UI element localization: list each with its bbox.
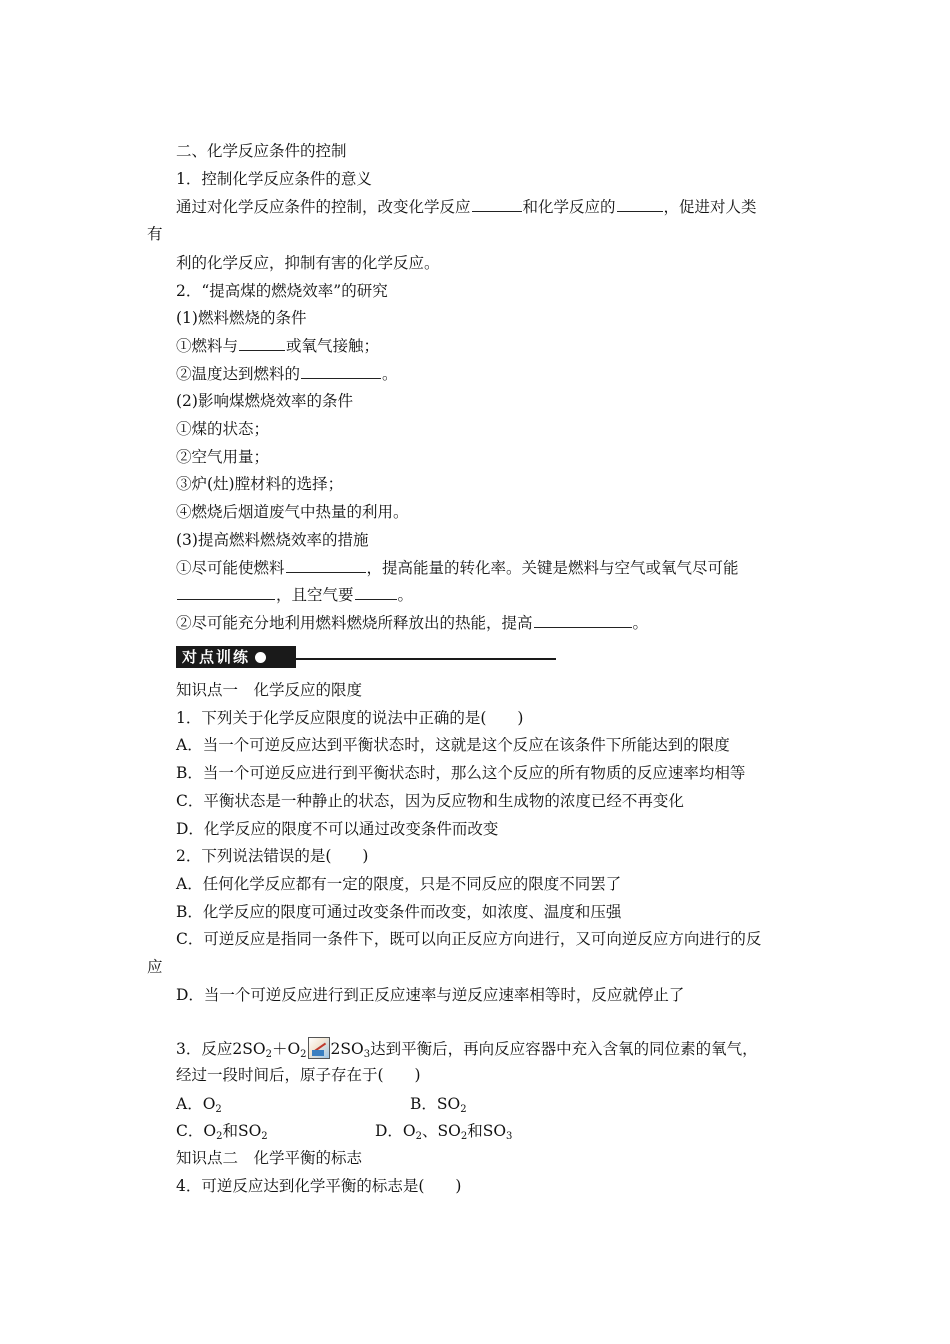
option-row [176,1094,222,1114]
question-4: 4．可逆反应达到化学平衡的标志是( ) [176,1177,462,1195]
list-item: ④燃烧后烟道废气中热量的利用。 [176,503,409,521]
practice-banner: 对点训练 [176,646,296,668]
item-heading: (1)燃料燃烧的条件 [176,309,307,327]
question-2: 2．下列说法错误的是( ) [176,847,369,865]
question-1: 1．下列关于化学反应限度的说法中正确的是( ) [176,709,524,727]
fill-blank [472,197,522,212]
option-d: D．化学反应的限度不可以通过改变条件而改变 [176,820,499,838]
option-c-continued: 应 [147,958,163,976]
subsection-title: 2．“提高煤的燃烧效率”的研究 [176,282,388,300]
question-3: 3．反应$2SO_2+O_2$ $2SO_3$达到平衡后，再向反应容器中充入含氧的同位素的氧气， [176,1037,758,1059]
option-d: D．当一个可逆反应进行到正反应速率与逆反应速率相等时，反应就停止了 [176,986,685,1004]
banner-rule [296,658,556,660]
item-heading: (2)影响煤燃烧效率的条件 [176,392,353,410]
option-c: C．$O_2$和$SO_2$ [176,1122,268,1142]
knowledge-point-title: 知识点一 化学反应的限度 [176,681,363,699]
question-3-continued: 经过一段时间后，原子存在于( ) [176,1066,421,1084]
list-item: ①尽可能使燃料 ，提高能量的转化率。关键是燃料与空气或氧气尽可能 [176,559,739,577]
option-d: D．$O_2$、$SO_2$和$SO_3$ [375,1122,513,1142]
option-a: A．任何化学反应都有一定的限度，只是不同反应的限度不同罢了 [176,875,622,893]
option-c: C．可逆反应是指同一条件下，既可以向正反应方向进行，又可向逆反应方向进行的反 [176,930,762,948]
list-item: ②温度达到燃料的 。 [176,365,398,383]
paragraph-line: 通过对化学反应条件的控制，改变化学反应 和化学反应的 ，促进对人类 [176,198,757,216]
fill-blank [301,364,381,379]
subsection-title: 1．控制化学反应条件的意义 [176,170,372,188]
list-item: ①煤的状态； [176,420,270,438]
fill-blank [355,585,397,600]
reversible-arrow-icon [308,1037,330,1059]
list-item: ，且空气要 。 [176,585,413,605]
section-title: 二、化学反应条件的控制 [176,142,347,160]
knowledge-point-title: 知识点二 化学平衡的标志 [176,1149,363,1167]
paragraph-line: 有 [147,225,163,243]
option-b: B．当一个可逆反应进行到平衡状态时，那么这个反应的所有物质的反应速率均相等 [176,764,746,782]
fill-blank [617,197,663,212]
item-heading: (3)提高燃料燃烧效率的措施 [176,531,369,549]
option-c: C．平衡状态是一种静止的状态，因为反应物和生成物的浓度已经不再变化 [176,792,684,810]
list-item: ②尽可能充分地利用燃料燃烧所释放出的热能，提高 。 [176,614,649,632]
paragraph-line: 利的化学反应，抑制有害的化学反应。 [176,254,440,272]
fill-blank [534,613,632,628]
option-b: B．$SO_2$ [410,1095,467,1115]
bullet-dot-icon [255,652,266,663]
list-item: ③炉(灶)膛材料的选择； [176,475,344,493]
option-b: B．化学反应的限度可通过改变条件而改变，如浓度、温度和压强 [176,903,622,921]
fill-blank [177,585,275,600]
fill-blank [286,558,366,573]
option-a: A．当一个可逆反应达到平衡状态时，这就是这个反应在该条件下所能达到的限度 [176,736,730,754]
list-item: ②空气用量； [176,448,270,466]
fill-blank [239,336,285,351]
list-item: ①燃料与 或氧气接触； [176,337,380,355]
option-a: A．$O_2$ [176,1095,222,1115]
